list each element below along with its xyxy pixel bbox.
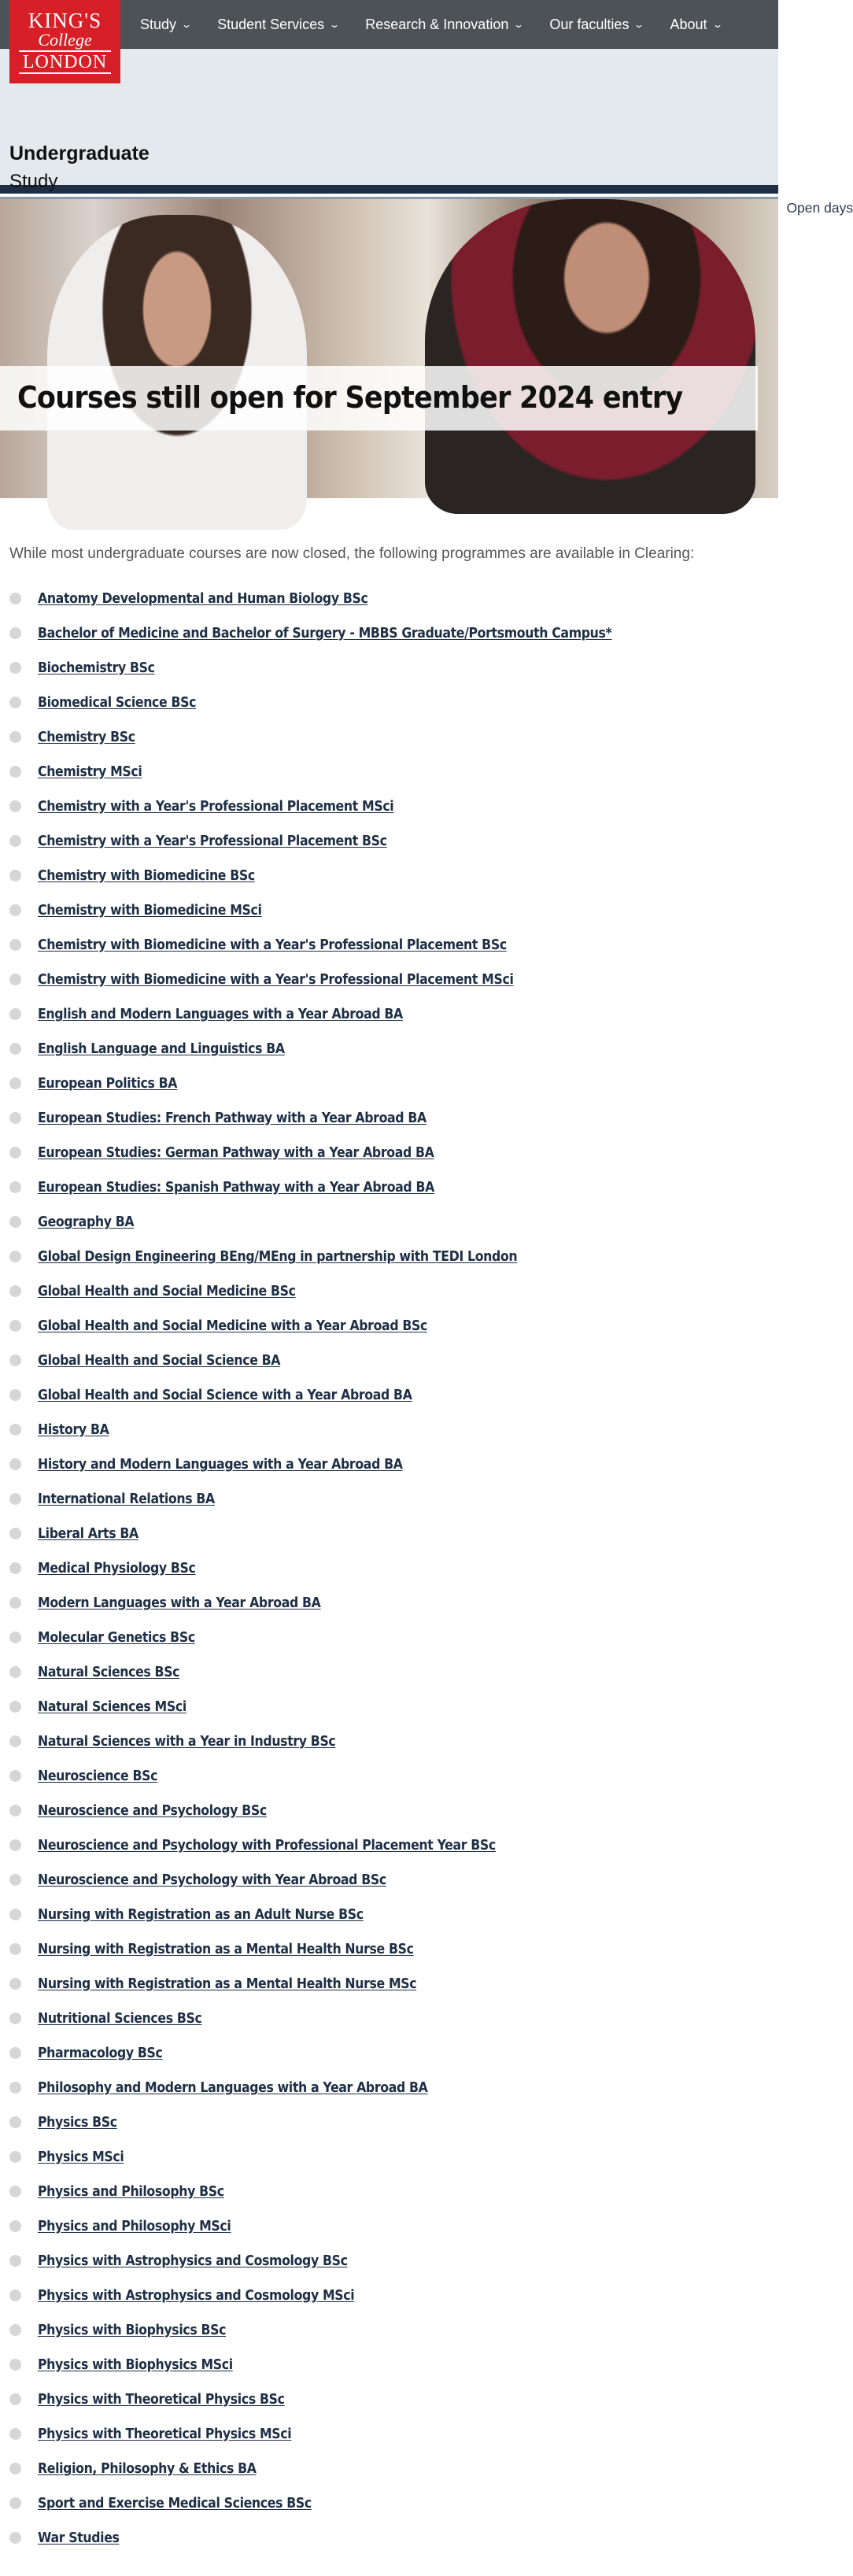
course-list-item (9, 651, 769, 686)
course-link[interactable]: Physics BSc (38, 2115, 117, 2131)
course-list-item (9, 755, 769, 789)
logo-line-2: College (38, 30, 92, 50)
course-list-item (9, 2244, 769, 2278)
main-content (0, 498, 778, 2556)
hero-photo-student-right (425, 199, 755, 514)
course-link[interactable]: Liberal Arts BA (38, 1526, 138, 1542)
bullet-icon (9, 1874, 21, 1886)
bullet-icon (9, 2324, 21, 2336)
course-list-item (9, 1101, 769, 1136)
course-list-item (9, 2036, 769, 2071)
bullet-icon (9, 974, 21, 985)
nav-item-2[interactable] (365, 17, 523, 33)
course-link[interactable]: Nursing with Registration as an Adult Nurse BSc (38, 1907, 364, 1923)
course-list-item (9, 2278, 769, 2313)
course-list-item (9, 1170, 769, 1205)
course-list-item (9, 824, 769, 859)
logo-line-1: KING'S (28, 9, 102, 32)
course-link[interactable]: Natural Sciences BSc (38, 1665, 180, 1680)
course-list-item (9, 1205, 769, 1240)
course-link[interactable]: Neuroscience BSc (38, 1768, 158, 1784)
bullet-icon (9, 1043, 21, 1055)
course-link[interactable]: Philosophy and Modern Languages with a Year Abroad BA (38, 2080, 428, 2096)
bullet-icon (9, 1839, 21, 1851)
bullet-icon (9, 2532, 21, 2544)
course-link[interactable]: Chemistry with Biomedicine MSci (38, 903, 262, 918)
bullet-icon (9, 697, 21, 708)
course-link[interactable]: European Studies: French Pathway with a Year Abroad BA (38, 1111, 427, 1126)
course-list-item (9, 1724, 769, 1759)
course-link[interactable]: Neuroscience and Psychology with Year Abroad BSc (38, 1872, 386, 1888)
bullet-icon (9, 1008, 21, 1020)
course-list-item (9, 1828, 769, 1863)
nav-item-label: Study (140, 16, 177, 32)
bullet-icon (9, 1632, 21, 1643)
course-list-item (9, 1863, 769, 1898)
bullet-icon (9, 1528, 21, 1539)
bullet-icon (9, 627, 21, 639)
bullet-icon (9, 1943, 21, 1955)
bullet-icon (9, 870, 21, 881)
course-link[interactable]: Anatomy Developmental and Human Biology BSc (38, 591, 368, 607)
top-navigation-bar (0, 0, 778, 72)
course-list-item (9, 686, 769, 720)
nav-item-label: About (670, 16, 707, 32)
course-list-item (9, 1967, 769, 2001)
course-list-item (9, 2452, 769, 2486)
chevron-down-icon: ⌄ (513, 19, 525, 30)
course-link[interactable]: Physics with Theoretical Physics BSc (38, 2392, 285, 2408)
course-link[interactable]: Chemistry with Biomedicine with a Year's Professional Placement MSci (38, 972, 514, 988)
course-list-item (9, 1932, 769, 1967)
course-link[interactable]: Chemistry with a Year's Professional Placement BSc (38, 833, 387, 849)
course-list-item (9, 1621, 769, 1655)
course-link[interactable]: European Studies: German Pathway with a Year Abroad BA (38, 1145, 434, 1161)
course-list-item (9, 1343, 769, 1378)
course-link[interactable]: English and Modern Languages with a Year Abroad BA (38, 1007, 403, 1022)
course-list-item (9, 1413, 769, 1447)
bullet-icon (9, 1355, 21, 1366)
bullet-icon (9, 2428, 21, 2440)
course-link[interactable]: Physics with Astrophysics and Cosmology BSc (38, 2253, 348, 2269)
bullet-icon (9, 662, 21, 674)
course-link[interactable]: European Politics BA (38, 1076, 178, 1092)
bullet-icon (9, 2497, 21, 2509)
bullet-icon (9, 1251, 21, 1262)
course-link[interactable]: War Studies (38, 2530, 120, 2546)
course-link[interactable]: Nutritional Sciences BSc (38, 2011, 202, 2027)
course-list (9, 582, 769, 2556)
course-link[interactable]: History BA (38, 1422, 109, 1438)
course-list-item (9, 1136, 769, 1170)
bullet-icon (9, 1181, 21, 1193)
bullet-icon (9, 1909, 21, 1920)
bullet-icon (9, 2012, 21, 2024)
bullet-icon (9, 1389, 21, 1401)
section-title: Undergraduate (9, 142, 150, 164)
course-list-item (9, 1447, 769, 1482)
course-link[interactable]: Physics with Biophysics MSci (38, 2357, 233, 2373)
bullet-icon (9, 1285, 21, 1297)
main-nav (140, 0, 748, 49)
bullet-icon (9, 1666, 21, 1678)
bullet-icon (9, 731, 21, 743)
bullet-icon (9, 904, 21, 916)
bullet-icon (9, 2393, 21, 2405)
bullet-icon (9, 1320, 21, 1332)
kcl-logo[interactable] (9, 0, 120, 83)
course-list-item (9, 859, 769, 893)
bullet-icon (9, 1978, 21, 1990)
course-link[interactable]: European Studies: Spanish Pathway with a Year Abroad BA (38, 1180, 434, 1196)
bullet-icon (9, 2082, 21, 2094)
nav-item-label: Our faculties (549, 16, 630, 32)
course-list-item (9, 2140, 769, 2175)
course-list-item (9, 2071, 769, 2105)
bullet-icon (9, 2116, 21, 2128)
course-list-item (9, 1274, 769, 1309)
course-link[interactable]: Geography BA (38, 1214, 135, 1230)
course-list-item (9, 720, 769, 755)
course-list-item (9, 789, 769, 824)
bullet-icon (9, 1112, 21, 1124)
course-list-item (9, 1240, 769, 1274)
course-list-item (9, 2175, 769, 2209)
nav-item-3[interactable] (549, 17, 643, 33)
course-list-item (9, 2382, 769, 2417)
bullet-icon (9, 1216, 21, 1228)
bullet-icon (9, 1424, 21, 1436)
nav-item-label: Student Services (217, 16, 325, 32)
course-link[interactable]: Global Health and Social Medicine with a Year Abroad BSc (38, 1318, 427, 1334)
course-link[interactable]: Physics with Biophysics BSc (38, 2323, 227, 2338)
course-link[interactable]: Chemistry with Biomedicine BSc (38, 868, 255, 884)
course-list-item (9, 1690, 769, 1724)
course-link[interactable]: Chemistry with Biomedicine with a Year's Professional Placement BSc (38, 937, 507, 953)
bullet-icon (9, 766, 21, 778)
nav-item-1[interactable] (217, 16, 341, 33)
course-list-item (9, 1655, 769, 1690)
course-link[interactable]: International Relations BA (38, 1491, 215, 1507)
bullet-icon (9, 835, 21, 847)
bullet-icon (9, 593, 21, 604)
course-link[interactable]: Biochemistry BSc (38, 660, 155, 676)
course-list-item (9, 1309, 769, 1343)
course-list-item (9, 1482, 769, 1517)
course-link[interactable]: Nursing with Registration as a Mental Health Nurse BSc (38, 1942, 414, 1957)
bullet-icon (9, 939, 21, 951)
bullet-icon (9, 2463, 21, 2474)
course-link[interactable]: History and Modern Languages with a Year Abroad BA (38, 1457, 403, 1473)
hero-title: Courses still open for September 2024 entry (17, 380, 683, 415)
chevron-down-icon: ⌄ (711, 19, 723, 30)
subnav-link[interactable]: Open days (786, 200, 853, 216)
nav-item-0[interactable] (140, 16, 193, 33)
course-link[interactable]: Religion, Philosophy & Ethics BA (38, 2461, 257, 2477)
course-link[interactable]: Chemistry MSci (38, 764, 142, 780)
hero-banner (0, 199, 778, 498)
bullet-icon (9, 2290, 21, 2301)
bullet-icon (9, 1458, 21, 1470)
bullet-icon (9, 1770, 21, 1782)
site-header (0, 0, 853, 216)
bullet-icon (9, 800, 21, 812)
course-link[interactable]: Global Health and Social Science BA (38, 1353, 281, 1369)
course-link[interactable]: Global Health and Social Science with a Year Abroad BA (38, 1388, 412, 1403)
course-link[interactable]: Nursing with Registration as a Mental Health Nurse MSc (38, 1976, 417, 1992)
nav-item-label: Research & Innovation (365, 16, 509, 32)
intro-text: While most undergraduate courses are now closed, the following programmes are available in Clearing: (9, 545, 695, 562)
course-list-item (9, 1586, 769, 1621)
course-link[interactable]: Biomedical Science BSc (38, 695, 197, 711)
course-link[interactable]: Chemistry with a Year's Professional Placement MSci (38, 799, 394, 815)
section-subtitle: Study (9, 171, 58, 192)
bullet-icon (9, 1735, 21, 1747)
course-list-item (9, 963, 769, 997)
hero-title-box (0, 366, 758, 431)
course-list-item (9, 2001, 769, 2036)
bullet-icon (9, 2359, 21, 2371)
course-list-item (9, 1517, 769, 1551)
course-list-item (9, 997, 769, 1032)
course-link[interactable]: Chemistry BSc (38, 730, 135, 745)
course-link[interactable]: Physics with Theoretical Physics MSci (38, 2426, 292, 2442)
bullet-icon (9, 1805, 21, 1817)
course-link[interactable]: Global Design Engineering BEng/MEng in partnership with TEDI London (38, 1249, 518, 1265)
course-link[interactable]: Medical Physiology BSc (38, 1561, 196, 1576)
nav-item-4[interactable] (670, 17, 722, 33)
course-list-item (9, 582, 769, 616)
course-list-item (9, 1066, 769, 1101)
bullet-icon (9, 2186, 21, 2197)
bullet-icon (9, 2255, 21, 2267)
bullet-icon (9, 2151, 21, 2163)
bullet-icon (9, 1147, 21, 1159)
course-list-item (9, 2486, 769, 2521)
bullet-icon (9, 2047, 21, 2059)
course-list-item (9, 1898, 769, 1932)
course-list-item (9, 2348, 769, 2382)
course-list-item (9, 893, 769, 928)
course-link[interactable]: Neuroscience and Psychology BSc (38, 1803, 267, 1819)
course-link[interactable]: Natural Sciences MSci (38, 1699, 186, 1715)
course-list-item (9, 616, 769, 651)
course-link[interactable]: Global Health and Social Medicine BSc (38, 1284, 296, 1299)
course-link[interactable]: Bachelor of Medicine and Bachelor of Surgery - MBBS Graduate/Portsmouth Campus* (38, 626, 612, 641)
chevron-down-icon: ⌄ (633, 19, 645, 30)
course-link[interactable]: Natural Sciences with a Year in Industry BSc (38, 1734, 336, 1750)
bullet-icon (9, 1077, 21, 1089)
course-list-item (9, 1759, 769, 1794)
course-list-item (9, 2209, 769, 2244)
course-link[interactable]: Physics and Philosophy BSc (38, 2184, 224, 2200)
bullet-icon (9, 1597, 21, 1609)
course-link[interactable]: Physics MSci (38, 2149, 124, 2165)
course-list-item (9, 1551, 769, 1586)
logo-line-3: LONDON (19, 50, 111, 74)
course-list-item (9, 1794, 769, 1828)
course-list-item (9, 2313, 769, 2348)
course-link[interactable]: Physics and Philosophy MSci (38, 2219, 231, 2234)
course-link[interactable]: Modern Languages with a Year Abroad BA (38, 1595, 321, 1611)
course-link[interactable]: Pharmacology BSc (38, 2046, 163, 2061)
bullet-icon (9, 1562, 21, 1574)
course-link[interactable]: Physics with Astrophysics and Cosmology MSci (38, 2288, 355, 2304)
course-list-item (9, 1378, 769, 1413)
course-list-item (9, 2521, 769, 2556)
bullet-icon (9, 2220, 21, 2232)
course-link[interactable]: Molecular Genetics BSc (38, 1630, 195, 1646)
bullet-icon (9, 1493, 21, 1505)
course-link[interactable]: Neuroscience and Psychology with Professional Placement Year BSc (38, 1838, 496, 1853)
course-link[interactable]: English Language and Linguistics BA (38, 1041, 285, 1057)
course-list-item (9, 2105, 769, 2140)
bullet-icon (9, 1701, 21, 1713)
chevron-down-icon: ⌄ (181, 19, 193, 30)
course-list-item (9, 2417, 769, 2452)
course-list-item (9, 1032, 769, 1066)
course-list-item (9, 928, 769, 963)
course-link[interactable]: Sport and Exercise Medical Sciences BSc (38, 2496, 312, 2511)
chevron-down-icon: ⌄ (329, 19, 341, 30)
